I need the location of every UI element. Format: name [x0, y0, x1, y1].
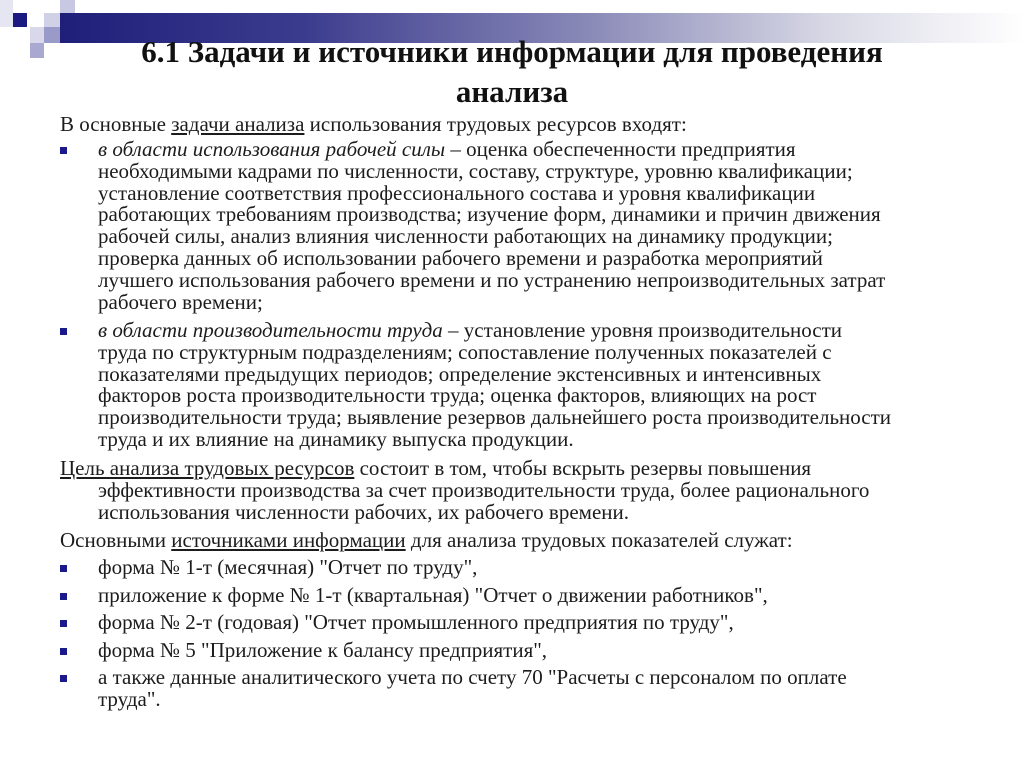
- text-line: форма № 2-т (годовая) "Отчет промышленного предприятия по труду",: [98, 610, 734, 634]
- bullet-icon: [60, 675, 67, 682]
- underlined-term: Цель анализа трудовых ресурсов: [60, 456, 355, 480]
- source-item: [60, 557, 1000, 579]
- text-line: труда по структурным подразделениям; сопоставление полученных показателей с: [98, 339, 832, 364]
- decor-square: [60, 0, 75, 13]
- text-line: форма № 5 "Приложение к балансу предприятия",: [98, 638, 548, 662]
- text-line: эффективности производства за счет производительности труда, более рационального: [98, 477, 870, 502]
- text-line: лучшего использования рабочего времени и по устранению непроизводительных затрат: [98, 267, 886, 292]
- sources-intro: [60, 530, 1000, 552]
- source-item: [60, 667, 1000, 711]
- goal-paragraph: [60, 458, 1000, 523]
- source-item: [60, 612, 1000, 634]
- text: использования трудовых ресурсов входят:: [304, 112, 687, 136]
- title-line: 6.1 Задачи и источники информации для проведения: [141, 34, 883, 69]
- intro-paragraph: [60, 114, 1000, 136]
- title-line: анализа: [455, 74, 569, 109]
- italic-term: в области использования рабочей силы: [98, 137, 446, 161]
- text-line: рабочего времени;: [98, 289, 263, 314]
- text: – установление уровня производительности: [442, 318, 843, 342]
- text: – оценка обеспеченности предприятия: [445, 137, 796, 161]
- underlined-term: источниками информации: [171, 528, 406, 552]
- bullet-productivity: [60, 320, 1000, 451]
- decor-square: [13, 13, 27, 27]
- text-line: труда и их влияние на динамику выпуска продукции.: [98, 426, 574, 451]
- text: для анализа трудовых показателей служат:: [405, 528, 793, 552]
- text-line: необходимыми кадрами по численности, составу, структуре, уровню квалификации;: [98, 158, 853, 183]
- text: В основные: [60, 112, 172, 136]
- bullet-icon: [60, 620, 67, 627]
- source-item: [60, 585, 1000, 607]
- bullet-labor-use: [60, 139, 1000, 313]
- text-line: приложение к форме № 1-т (квартальная) "Отчет о движении работников",: [98, 583, 768, 607]
- bullet-icon: [60, 328, 67, 335]
- bullet-icon: [60, 565, 67, 572]
- italic-term: в области производительности труда: [98, 318, 443, 342]
- text-line: использования численности рабочих, их рабочего времени.: [98, 499, 630, 524]
- text-line: факторов роста производительности труда; оценка факторов, влияющих на рост: [98, 383, 817, 408]
- bullet-icon: [60, 593, 67, 600]
- text-line: а также данные аналитического учета по счету 70 "Расчеты с персоналом по оплате: [98, 665, 847, 689]
- text-line: показателями предыдущих периодов; определение экстенсивных и интенсивных: [98, 361, 822, 386]
- text-line: установление соответствия профессионального состава и уровня квалификации: [98, 180, 816, 205]
- bullet-icon: [60, 648, 67, 655]
- bullet-icon: [60, 147, 67, 154]
- source-item: [60, 640, 1000, 662]
- text-line: труда".: [98, 686, 161, 711]
- decor-square: [0, 0, 13, 27]
- decor-square: [44, 13, 60, 27]
- text-line: проверка данных об использовании рабочего времени и разработка мероприятий: [98, 245, 823, 270]
- text-line: производительности труда; выявление резервов дальнейшего роста производительности: [98, 405, 892, 430]
- text: состоит в том, чтобы вскрыть резервы повышения: [354, 456, 812, 480]
- slide-title: [0, 32, 1024, 112]
- text: Основными: [60, 528, 172, 552]
- underlined-term: задачи анализа: [171, 112, 305, 136]
- text-line: работающих требованиям производства; изучение форм, динамики и причин движения: [98, 202, 881, 227]
- text-line: рабочей силы, анализ влияния численности работающих на динамику продукции;: [98, 224, 833, 249]
- text-line: форма № 1-т (месячная) "Отчет по труду",: [98, 555, 478, 579]
